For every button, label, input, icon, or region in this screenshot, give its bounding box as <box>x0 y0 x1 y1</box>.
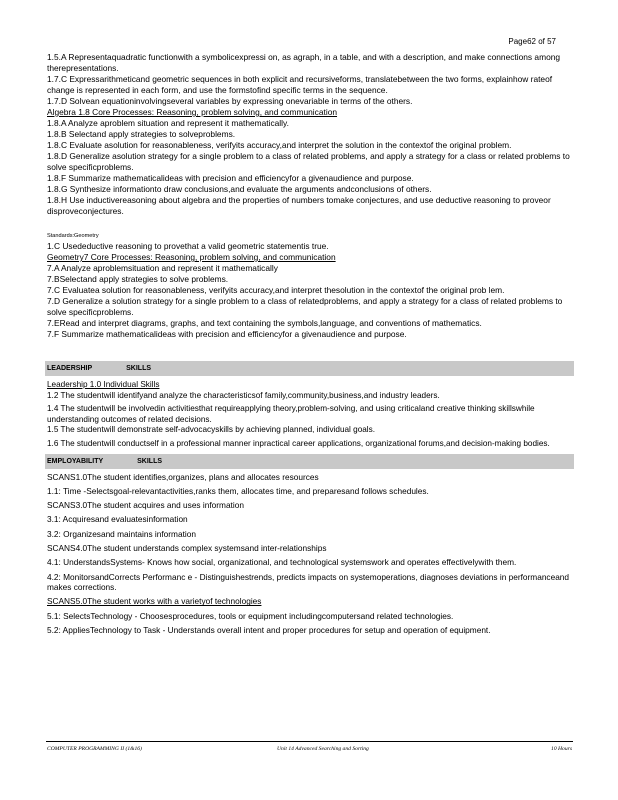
standard-line: 1.2 The studentwill identifyand analyze the characteristicsof family,community,business,and industry leaders. <box>47 390 440 400</box>
algebra-core-list <box>47 118 572 217</box>
leadership-skills-bar <box>45 361 574 376</box>
employability-line: 5.2: AppliesTechnology to Task - Understands overall intent and proper procedures for setup and operation of equipment. <box>47 624 491 635</box>
section-bar-subtitle: SKILLS <box>126 365 152 372</box>
standard-line: 7.D Generalize a solution strategy for a single problem to a class of relatedproblems, and apply a strategy for a class of related problems to solve specificproblems. <box>47 296 563 317</box>
footer-unit: Unit 14 Advanced Searching and Sorting <box>277 746 369 752</box>
employability-line: 5.1: SelectsTechnology - Choosesprocedures, tools or equipment includingcomputersand related technologies. <box>47 610 454 621</box>
employability-line: SCANS4.0The student understands complex systemsand inter-relationships <box>47 543 327 554</box>
footer-hours: 10 Hours <box>551 746 572 752</box>
document-body <box>47 52 572 639</box>
geometry-core-heading: Geometry7 Core Processes: Reasoning, problem solving, and communication <box>47 252 336 262</box>
standard-line: 1.C Usedeductive reasoning to provethat a valid geometric statementis true. <box>47 241 329 251</box>
section-bar-title: LEADERSHIP <box>47 365 93 372</box>
standard-line: 1.8.H Use inductivereasoning about algebra and the properties of numbers tomake conjectures, and use deductive reasoning to proveor disproveconjectures. <box>47 195 551 216</box>
standard-line: 1.6 The studentwill conductself in a professional manner inpractical career applications, organizational forums,and decision-making bodies. <box>47 438 550 448</box>
section-bar-subtitle: SKILLS <box>137 457 163 465</box>
footer-course: COMPUTER PROGRAMMING II (1&16) <box>47 746 142 752</box>
employability-line: SCANS3.0The student acquires and uses information <box>47 500 244 511</box>
standard-line: 1.5.A Representaquadratic functionwith a symbolicexpressi on, as agraph, in a table, and with a description, and make connections among therepresentations. <box>47 52 561 73</box>
standard-line: 7.BSelectand apply strategies to solve problems. <box>47 274 229 284</box>
employability-list <box>47 472 572 636</box>
standard-line: 7.A Analyze aproblemsituation and represent it mathematically <box>47 263 278 273</box>
standard-line: 1.8.A Analyze aproblem situation and represent it mathematically. <box>47 118 289 128</box>
leadership-heading: Leadership 1.0 Individual Skills <box>47 380 160 389</box>
standard-line: 1.4 The studentwill be involvedin activitiesthat requireapplying theory,problem-solving, and using criticaland creative thinking skillswhile understanding outcomes of related decisions. <box>47 404 535 424</box>
standard-line: 7.ERead and interpret diagrams, graphs, and text containing the symbols,language, and conventions of mathematics. <box>47 318 482 328</box>
page-number: Page62 of 57 <box>508 37 556 46</box>
standard-line: 1.8.C Evaluate asolution for reasonableness, verifyits accuracy,and interpret the solution in the contextof the original problem. <box>47 140 512 150</box>
algebra-top-list <box>47 52 572 107</box>
employability-skills-bar <box>45 454 574 469</box>
geometry-core-list <box>47 263 572 340</box>
section-bar-title: EMPLOYABILITY <box>47 457 104 465</box>
employability-line: 3.1: Acquiresand evaluatesinformation <box>47 514 188 525</box>
page-footer <box>47 746 572 752</box>
algebra-core-heading: Algebra 1.8 Core Processes: Reasoning, problem solving, and communication <box>47 107 338 117</box>
geometry-standards-label: Standards:Geometry <box>47 233 99 239</box>
employability-line: 3.2: Organizesand maintains information <box>47 528 196 539</box>
employability-line: 4.1: UnderstandsSystems- Knows how social, organizational, and technological systemswork and operates effectivelywith them. <box>47 557 517 568</box>
standard-line: 1.8.B Selectand apply strategies to solveproblems. <box>47 129 236 139</box>
employability-line: SCANS5.0The student works with a varietyof technologies <box>47 596 262 607</box>
footer-rule <box>46 741 573 742</box>
standard-line: 7.C Evaluatea solution for reasonableness, verifyits accuracy,and interpret thesolution in the contextof the original prob lem. <box>47 285 505 295</box>
standard-line: 1.7.D Solvean equationinvolvingseveral variables by expressing onevariable in terms of the others. <box>47 96 413 106</box>
employability-line: 1.1: Time -Selectsgoal-relevantactivities,ranks them, allocates time, and preparesand follows schedules. <box>47 485 429 496</box>
standard-line: 1.5 The studentwill demonstrate self-advocacyskills by achieving planned, individual goals. <box>47 425 375 435</box>
standard-line: 1.8.G Synthesize informationto draw conclusions,and evaluate the arguments andconclusions of others. <box>47 184 432 194</box>
leadership-section <box>47 380 572 450</box>
standard-line: 7.F Summarize mathematicalideas with precision and efficiencyfor a givenaudience and purpose. <box>47 329 407 339</box>
standard-line: 1.8.F Summarize mathematicalideas with precision and efficiencyfor a givenaudience and purpose. <box>47 173 414 183</box>
standard-line: 1.7.C Expressarithmeticand geometric sequences in both explicit and recursiveforms, translatebetween the two forms, explainhow rateof change is represented in each form, and use the formstofind specific terms in the sequence. <box>47 74 553 95</box>
employability-line: 4.2: MonitorsandCorrects Performanc e - Distinguishestrends, predicts impacts on systemoperations, diagnoses deviations in performanceand makes corrections. <box>47 571 570 593</box>
employability-line: SCANS1.0The student identifies,organizes, plans and allocates resources <box>47 471 319 482</box>
standard-line: 1.8.D Generalize asolution strategy for a single problem to a class of related problems, and apply a strategy for a class or related problems to solve specificproblems. <box>47 151 570 172</box>
